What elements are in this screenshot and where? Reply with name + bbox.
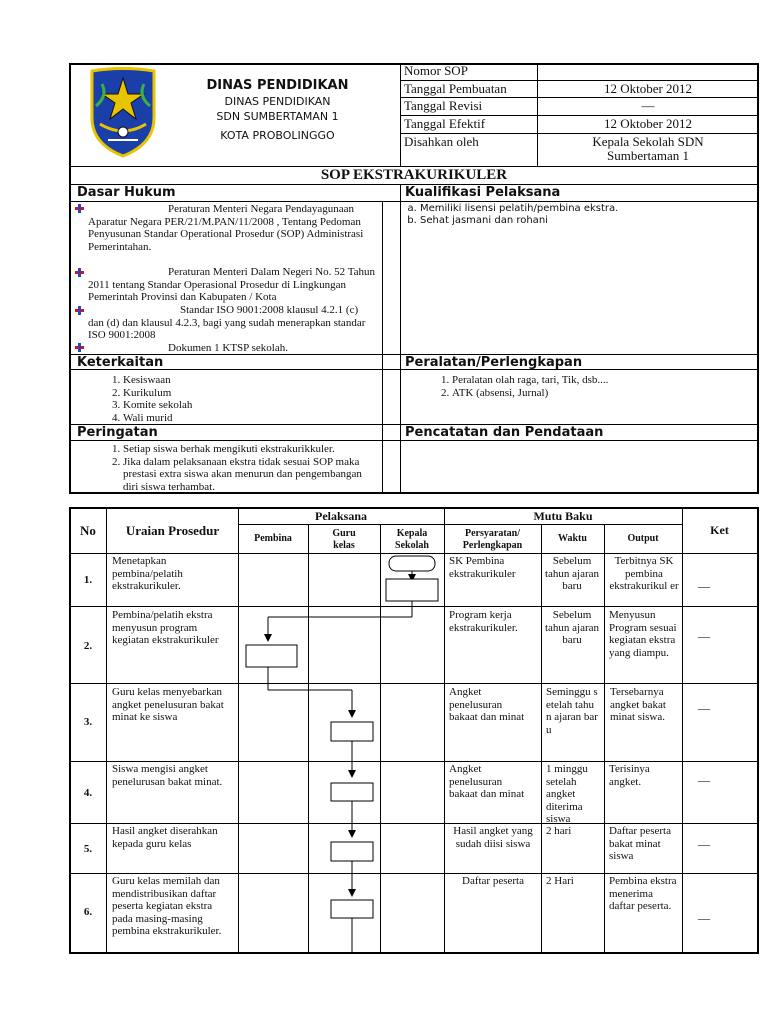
peralatan-heading: Peralatan/Perlengkapan [405, 355, 583, 370]
row-uraian: Guru kelas menyebarkan angket penelusuran bakat minat ke siswa [112, 686, 224, 723]
row-uraian: Guru kelas memilah dan mendistribusikan daftar peserta kegiatan ekstra pada masing-masing pembina ekstrakurikuler. [112, 875, 222, 937]
org-name: DINAS PENDIDIKAN [206, 78, 349, 93]
row-persyaratan: Angket penelusuran bakaat dan minat [449, 686, 525, 723]
meta-label-disahkan: Disahkan oleh [404, 134, 479, 149]
col-pelaksana-header: Pelaksana [314, 509, 367, 523]
list-item: 2. ATK (absensi, Jurnal) [452, 387, 752, 400]
list-item: a. Memiliki lisensi pelatih/pembina ekstra. [420, 203, 750, 215]
row-ket: — [698, 837, 710, 851]
row-persyaratan: Hasil angket yang sudah diisi siswa [453, 825, 533, 850]
col-pembina-header: Pembina [254, 533, 292, 544]
meta-value-disahkan: Kepala Sekolah SDN Sumbertaman 1 [592, 134, 704, 163]
col-kepala-header: Kepala Sekolah [395, 528, 429, 551]
row-ket: — [698, 701, 710, 715]
col-uraian-header: Uraian Prosedur [125, 523, 220, 538]
row-no: 3. [83, 716, 93, 728]
meta-label-pembuatan: Tanggal Pembuatan [404, 81, 507, 96]
process-box-6 [331, 900, 373, 918]
row-output: Pembina ekstra menerima daftar peserta. [609, 875, 677, 912]
row-waktu: 2 Hari [546, 875, 574, 887]
meta-value-efektif: 12 Oktober 2012 [603, 116, 693, 131]
row-waktu: Seminggu setelah tahun ajaran baru [546, 686, 598, 736]
pencatatan-heading: Pencatatan dan Pendataan [405, 425, 604, 440]
process-box-2 [246, 645, 297, 667]
list-item: b. Sehat jasmani dan rohani [420, 215, 750, 227]
col-persyaratan-header: Persyaratan/ Perlengkapan [462, 528, 523, 551]
list-item: 1. Kesiswaan [123, 374, 373, 387]
list-item: 4. Wali murid [123, 412, 373, 425]
row-output: Terisinya angket. [609, 763, 650, 788]
kualifikasi-heading: Kualifikasi Pelaksana [405, 185, 561, 200]
dasar-hukum-item-1: Peraturan Menteri Negara Pendayagunaan Aparatur Negara PER/21/M.PAN/11/2008 , Tentang Pedoman Penyusunan Standar Operational Prosedur (SOP) Administrasi Pemerintahan. [88, 203, 364, 253]
page-title: SOP EKSTRAKURIKULER [320, 167, 508, 183]
col-mutu-header: Mutu Baku [533, 509, 593, 523]
process-box-5 [331, 842, 373, 861]
col-waktu-header: Waktu [558, 533, 587, 544]
row-persyaratan: Daftar peserta [462, 875, 524, 887]
row-ket: — [698, 773, 710, 787]
row-output: Tersebarnya angket bakat minat siswa. [610, 686, 666, 723]
process-box-4 [331, 783, 373, 801]
meta-label-efektif: Tanggal Efektif [404, 116, 486, 131]
org-sub-3: KOTA PROBOLINGGO [220, 129, 335, 142]
col-no-header: No [80, 523, 96, 538]
org-sub-2: SDN SUMBERTAMAN 1 [216, 110, 339, 123]
row-uraian: Hasil angket diserahkan kepada guru kelas [112, 825, 218, 850]
row-no: 4. [83, 787, 93, 799]
list-item: 1. Setiap siswa berhak mengikuti ekstrakurikkuler. [123, 443, 373, 456]
row-persyaratan: Program kerja ekstrakurikuler. [449, 609, 518, 634]
row-waktu: 1 minggu setelah angket diterima siswa [546, 763, 588, 825]
row-output: Menyusun Program sesuai kegiatan ekstra yang diampu. [609, 609, 677, 659]
list-item: 2. Kurikulum [123, 387, 373, 400]
row-waktu: 2 hari [546, 825, 572, 837]
row-ket: — [698, 629, 710, 643]
row-persyaratan: SK Pembina ekstrakurikuler [449, 555, 516, 580]
keterkaitan-heading: Keterkaitan [77, 355, 164, 370]
col-guru-header: Guru kelas [332, 528, 356, 551]
row-no: 1. [83, 574, 93, 586]
row-ket: — [698, 911, 710, 925]
col-output-header: Output [627, 533, 659, 544]
meta-label-revisi: Tanggal Revisi [404, 98, 483, 113]
dasar-hukum-heading: Dasar Hukum [77, 185, 176, 200]
meta-value-revisi: — [641, 98, 655, 113]
row-waktu: Sebelum tahun ajaran baru [544, 555, 600, 592]
process-box-3 [331, 722, 373, 741]
list-item: 3. Komite sekolah [123, 399, 373, 412]
process-box-1 [386, 579, 438, 601]
dasar-hukum-item-4: Dokumen 1 KTSP sekolah. [168, 342, 288, 354]
list-item: 2. Jika dalam pelaksanaan ekstra tidak sesuai SOP maka prestasi extra siswa akan menurun dan pengembangan diri siswa terhambat. [123, 456, 373, 494]
col-ket-header: Ket [710, 523, 729, 537]
list-item: 1. Peralatan olah raga, tari, Tik, dsb.... [452, 374, 752, 387]
row-output: Terbitnya SK pembina ekstrakurikul er [609, 555, 679, 592]
row-ket: — [698, 579, 710, 593]
row-no: 2. [83, 640, 93, 652]
row-uraian: Siswa mengisi angket penelurusan bakat minat. [112, 763, 223, 788]
start-terminator [389, 556, 435, 571]
dasar-hukum-item-3: Standar ISO 9001:2008 klausul 4.2.1 (c) dan (d) dan klausul 4.2.3, bagi yang sudah menerapkan standar ISO 9001:2008 [88, 304, 366, 341]
meta-label-nomor: Nomor SOP [404, 63, 468, 78]
row-uraian: Pembina/pelatih ekstra menyusun program kegiatan ekstrakurikuler [112, 609, 219, 646]
org-sub-1: DINAS PENDIDIKAN [224, 95, 331, 108]
row-no: 5. [83, 843, 93, 855]
row-no: 6. [83, 906, 93, 918]
peringatan-heading: Peringatan [77, 425, 158, 440]
dasar-hukum-item-2: Peraturan Menteri Dalam Negeri No. 52 Tahun 2011 tentang Standar Operasional Prosedur di Lingkungan Pemerintah Provinsi dan Kabupaten / Kota [88, 266, 376, 303]
row-waktu: Sebelum tahun ajaran baru [544, 609, 600, 646]
row-uraian: Menetapkan pembina/pelatih ekstrakurikuler. [112, 555, 183, 592]
row-output: Daftar peserta bakat minat siswa [609, 825, 671, 862]
meta-value-pembuatan: 12 Oktober 2012 [603, 81, 693, 96]
row-persyaratan: Angket penelusuran bakaat dan minat [449, 763, 525, 800]
